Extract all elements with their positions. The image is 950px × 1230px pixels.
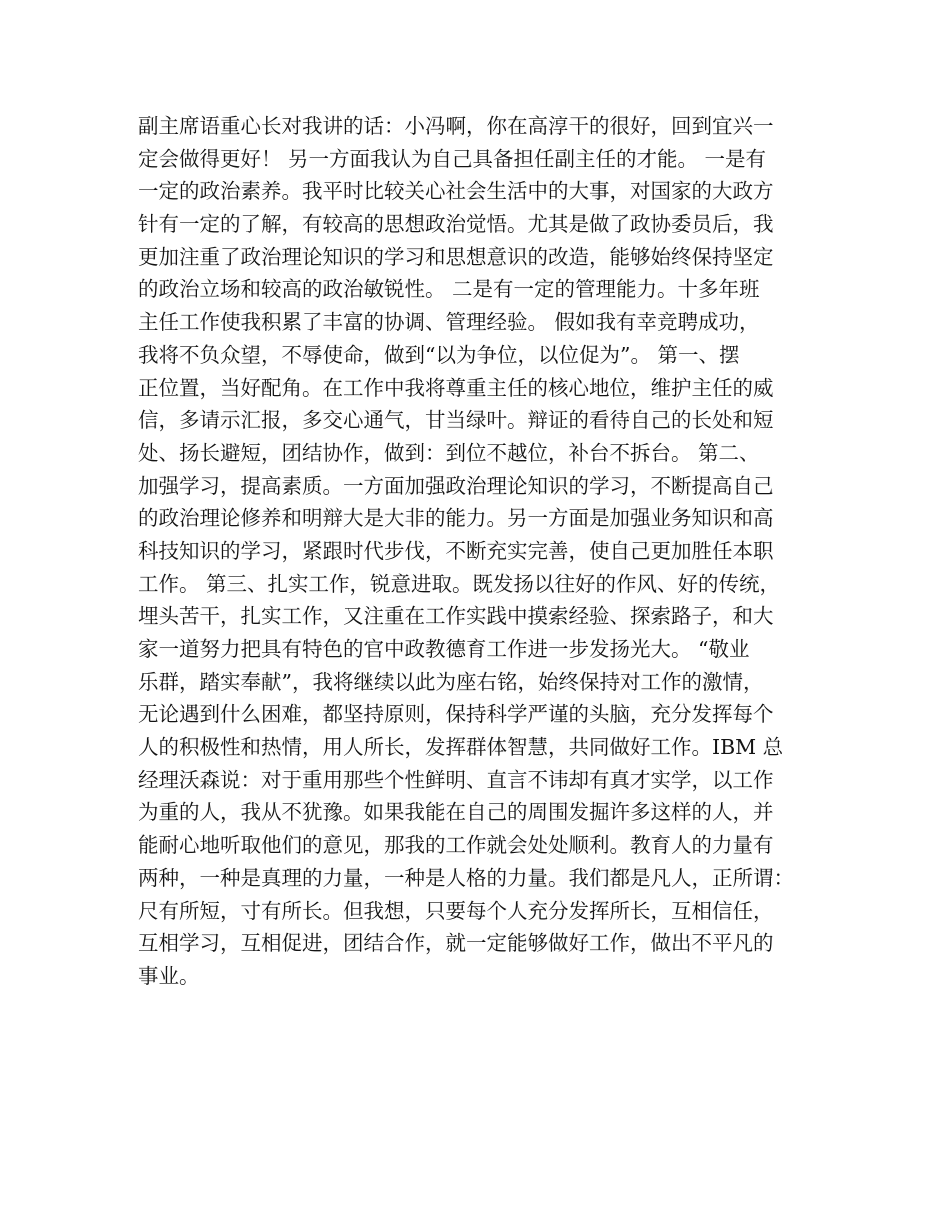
text-line: 更加注重了政治理论知识的学习和思想意识的改造，能够始终保持坚定: [138, 244, 774, 269]
text-line: 正位置，当好配角。在工作中我将尊重主任的核心地位，维护主任的威: [138, 375, 774, 400]
text-line: 乐群，踏实奉献”，我将继续以此为座右铭，始终保持对工作的激情，: [138, 669, 764, 694]
text-line: 的政治理论修养和明辩大是大非的能力。另一方面是加强业务知识和高: [138, 506, 774, 531]
text-line: 埋头苦干，扎实工作，又注重在工作实践中摸索经验、探索路子，和大: [138, 604, 774, 629]
text-line: 定会做得更好！ 另一方面我认为自己具备担任副主任的才能。 一是有: [138, 146, 767, 171]
text-line: 的政治立场和较高的政治敏锐性。 二是有一定的管理能力。十多年班: [138, 277, 760, 302]
text-line: 为重的人，我从不犹豫。如果我能在自己的周围发掘许多这样的人，并: [138, 800, 774, 825]
text-line: 处、扬长避短，团结协作，做到：到位不越位，补台不拆台。 第二、: [138, 440, 760, 465]
text-line: 信，多请示汇报，多交心通气，甘当绿叶。辩证的看待自己的长处和短: [138, 408, 774, 433]
text-line: 无论遇到什么困难，都坚持原则，保持科学严谨的头脑，充分发挥每个: [138, 702, 774, 727]
text-line: 两种，一种是真理的力量，一种是人格的力量。我们都是凡人，正所谓：: [138, 865, 794, 890]
text-line: 加强学习，提高素质。一方面加强政治理论知识的学习，不断提高自己: [138, 473, 774, 498]
text-line: 事业。: [138, 963, 200, 988]
text-line: 我将不负众望，不辱使命，做到“以为争位，以位促为”。 第一、摆: [138, 342, 740, 367]
text-line: 人的积极性和热情，用人所长，发挥群体智慧，共同做好工作。IBM 总: [138, 735, 784, 760]
document-body-text: [138, 110, 828, 993]
text-line: 针有一定的了解，有较高的思想政治觉悟。尤其是做了政协委员后，我: [138, 212, 774, 237]
text-line: 副主席语重心长对我讲的话：小冯啊，你在高淳干的很好，回到宜兴一: [138, 114, 774, 138]
text-line: 科技知识的学习，紧跟时代步伐，不断充实完善，使自己更加胜任本职: [138, 538, 774, 563]
text-line: 经理沃森说：对于重用那些个性鲜明、直言不讳却有真才实学，以工作: [138, 767, 774, 792]
text-line: 能耐心地听取他们的意见，那我的工作就会处处顺利。教育人的力量有: [138, 833, 774, 858]
text-line: 一定的政治素养。我平时比较关心社会生活中的大事，对国家的大政方: [138, 179, 774, 204]
text-line: 尺有所短，寸有所长。但我想，只要每个人充分发挥所长，互相信任，: [138, 898, 774, 923]
text-line: 互相学习，互相促进，团结合作，就一定能够做好工作，做出不平凡的: [138, 931, 774, 956]
text-line: 主任工作使我积累了丰富的协调、管理经验。 假如我有幸竞聘成功，: [138, 310, 760, 335]
text-line: 工作。 第三、扎实工作，锐意进取。既发扬以往好的作风、好的传统，: [138, 571, 781, 596]
text-line: 家一道努力把具有特色的官中政教德育工作进一步发扬光大。 “敬业: [138, 637, 750, 661]
